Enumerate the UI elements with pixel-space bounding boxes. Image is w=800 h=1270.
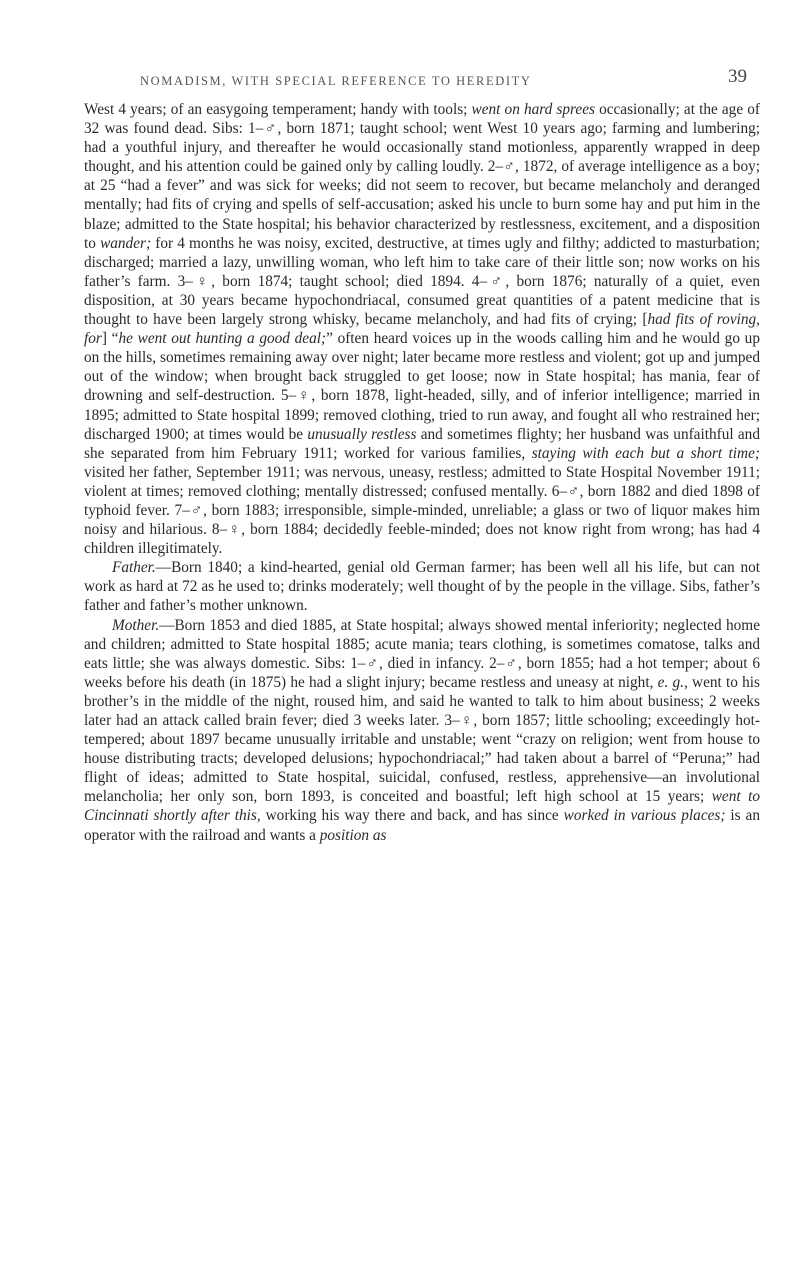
section-label-mother: Mother. <box>112 616 160 634</box>
italic-segment: staying with each but a short time; <box>531 444 760 462</box>
italic-segment: he went out hunting a good deal; <box>118 330 327 348</box>
text-segment: —Born 1840; a kind-hearted, genial old German farmer; has been well all his life, but can not work as hard at 72 as he used to; drinks moderately; well thought of by the people in the village. Sibs, father’s father and father’s mother unknown. <box>84 559 760 615</box>
paragraph-father <box>84 558 760 615</box>
italic-segment: worked in various places; <box>563 807 726 825</box>
paragraph-sibs <box>84 100 760 558</box>
paragraph-mother <box>84 616 760 845</box>
section-label-father: Father. <box>112 559 156 577</box>
text-segment: ” often heard voices up in the woods calling him and he would go up on the hills, sometimes remaining away over night; later became more restless and violent; got up and jumped out of the window; when brought back struggled to get loose; now in State hospital; has mania, fear of drowning and self-destruction. 5–♀, born 1878, light-headed, silly, and of inferior intelligence; married in 1895; admitted to State hospital 1899; removed clothing, tried to run away, and fought all who restrained her; discharged 1900; at times would be <box>84 330 760 443</box>
text-segment: went to his brother’s in the middle of the night, roused him, and said he wanted to talk to him about business; 2 weeks later had an attack called brain fever; died 3 weeks later. 3–♀, born 1857; little schooling; exceedingly hot-tempered; about 1897 became unusually irritable and unstable; went “crazy on religion; went from house to house distributing tracts; developed delusions; hypochondriacal;” had taken about a barrel of “Peruna;” had flight of ideas; admitted to State hospital, suicidal, confused, restless, apprehensive—an involutional melancholia; her only son, born 1893, is conceited and boastful; left high school at 15 years; <box>84 673 760 806</box>
italic-segment: went to Cincinnati shortly after this, <box>84 788 761 825</box>
running-head: NOMADISM, WITH SPECIAL REFERENCE TO HEREDITY <box>140 74 532 88</box>
body-text <box>84 100 760 845</box>
text-segment: working his way there and back, and has since <box>260 807 564 825</box>
text-segment: occasionally; at the age of 32 was found dead. Sibs: 1–♂, born 1871; taught school; went West 10 years ago; farming and lumbering; had a youthful injury, and thereafter he would occasionally stand motionless, apparently wrapped in deep thought, and his attention could be gained only by calling loudly. 2–♂, 1872, of average intelligence as a boy; at 25 “had a fever” and was sick for weeks; did not seem to recover, but became melancholy and deranged mentally; had fits of crying and spells of self-accusation; asked his uncle to burn some hay and put him in the blaze; admitted to the State hospital; his behavior characterized by restlessness, excitement, and a disposition to <box>84 101 760 252</box>
text-segment: visited her father, September 1911; was nervous, uneasy, restless; admitted to State Hospital November 1911; violent at times; removed clothing; mentally distressed; confused mentally. 6–♂, born 1882 and died 1898 of typhoid fever. 7–♂, born 1883; irresponsible, simple-minded, unreliable; a glass or two of liquor makes him noisy and hilarious. 8–♀, born 1884; decidedly feeble-minded; does not know right from wrong; has had 4 children illegitimately. <box>84 463 760 558</box>
text-segment: West 4 years; of an easygoing temperament; handy with tools; <box>84 101 472 118</box>
italic-segment: had fits of roving, for <box>84 311 760 348</box>
text-segment: for 4 months he was noisy, excited, destructive, at times ugly and filthy; addicted to masturbation; discharged; married a lazy, unwilling woman, who left him to take care of their little son; now works on his father’s farm. 3–♀, born 1874; taught school; died 1894. 4–♂, born 1876; naturally of a quiet, even disposition, at 30 years became hypochondriacal, consumed great quantities of a patent medicine that is thought to have been largely strong whisky, became melancholy, and had fits of crying; [ <box>84 234 760 329</box>
italic-segment: e. g., <box>657 673 688 691</box>
italic-segment: position as <box>319 826 387 844</box>
italic-segment: wander; <box>100 234 152 252</box>
text-segment: ] “ <box>101 330 119 348</box>
text-segment: —Born 1853 and died 1885, at State hospital; always showed mental inferiority; neglected home and children; admitted to State hospital 1885; acute mania; tears clothing, is sometimes comatose, talks and eats little; she was always domestic. Sibs: 1–♂, died in infancy. 2–♂, born 1855; had a hot temper; about 6 weeks before his death (in 1875) he had a slight injury; became restless and uneasy at night, <box>84 616 760 691</box>
italic-segment: went on hard sprees <box>471 101 595 118</box>
italic-segment: unusually restless <box>307 425 417 443</box>
page-number: 39 <box>728 66 747 87</box>
text-segment: is an operator with the railroad and wants a <box>84 807 760 844</box>
text-segment: and sometimes flighty; her husband was unfaithful and she separated from him February 1911; worked for various families, <box>84 425 760 462</box>
